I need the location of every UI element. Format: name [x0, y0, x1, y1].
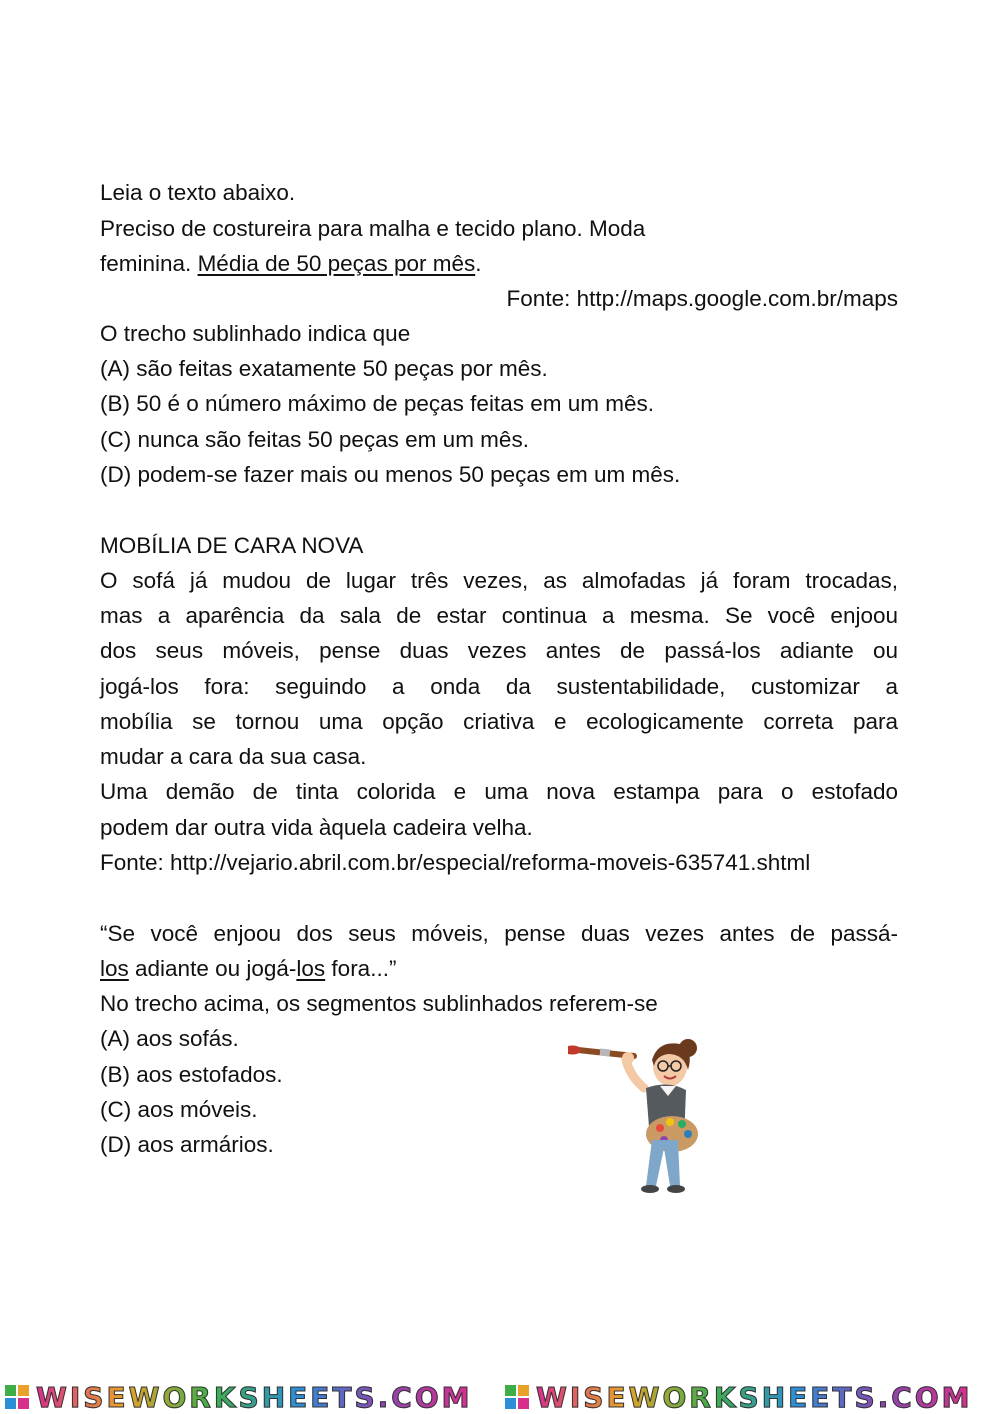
brand-text: WISEWORKSHEETS.COM: [36, 1380, 473, 1414]
q1-option-d: (D) podem-se fazer mais ou menos 50 peças em um mês.: [100, 462, 681, 487]
q1-intro: Leia o texto abaixo.: [100, 180, 296, 205]
q1-underlined-segment: Média de 50 peças por mês: [197, 251, 476, 276]
q2-paragraph2-line: podem dar outra vida àquela cadeira velha.: [100, 815, 533, 840]
q2-option-b: (B) aos estofados.: [100, 1062, 283, 1087]
q2-quote-end: fora...”: [325, 956, 397, 981]
q2-paragraph2-line: Uma demão de tinta colorida e uma nova estampa para o estofado: [100, 779, 898, 804]
q2-paragraph-line: dos seus móveis, pense duas vezes antes de passá-los adiante ou: [100, 638, 898, 663]
q2-question: No trecho acima, os segmentos sublinhados referem-se: [100, 991, 658, 1016]
painter-illustration: [560, 1036, 700, 1198]
q1-option-c: (C) nunca são feitas 50 peças em um mês.: [100, 427, 529, 452]
brand-block: [500, 1380, 1000, 1414]
q2-option-c: (C) aos móveis.: [100, 1097, 258, 1122]
q2-paragraph-line: mas a aparência da sala de estar continua a mesma. Se você enjoou: [100, 603, 898, 628]
q2-paragraph-line: mudar a cara da sua casa.: [100, 744, 367, 769]
q1-passage-text: feminina.: [100, 251, 198, 276]
q2-quote-line-1: “Se você enjoou dos seus móveis, pense duas vezes antes de passá-: [100, 921, 898, 946]
brand-text: WISEWORKSHEETS.COM: [536, 1380, 973, 1414]
brand-block: [0, 1380, 500, 1414]
q1-question: O trecho sublinhado indica que: [100, 321, 411, 346]
q2-title: MOBÍLIA DE CARA NOVA: [100, 533, 364, 558]
q2-option-a: (A) aos sofás.: [100, 1026, 239, 1051]
q2-paragraph-line: jogá-los fora: seguindo a onda da sustentabilidade, customizar a: [100, 674, 898, 699]
footer-watermark: [0, 1380, 1000, 1414]
q2-quote-text: adiante ou jogá-: [128, 956, 297, 981]
wise-logo-icon: [4, 1384, 30, 1410]
q1-source: Fonte: http://maps.google.com.br/maps: [506, 286, 898, 311]
q1-option-b: (B) 50 é o número máximo de peças feitas em um mês.: [100, 391, 654, 416]
q1-option-a: (A) são feitas exatamente 50 peças por mês.: [100, 356, 548, 381]
q1-passage-line-1: Preciso de costureira para malha e tecido plano. Moda: [100, 216, 646, 241]
wise-logo-icon: [504, 1384, 530, 1410]
q1-passage-line-2: [100, 246, 898, 281]
q2-source: Fonte: http://vejario.abril.com.br/especial/reforma-moveis-635741.shtml: [100, 850, 811, 875]
q2-underlined-pronoun: los: [100, 956, 129, 981]
q2-paragraph-line: mobília se tornou uma opção criativa e ecologicamente correta para: [100, 709, 898, 734]
q2-quote-line-2: [100, 951, 898, 986]
q2-paragraph-line: O sofá já mudou de lugar três vezes, as almofadas já foram trocadas,: [100, 568, 898, 593]
q1-passage-period: .: [475, 251, 482, 276]
q2-option-d: (D) aos armários.: [100, 1132, 274, 1157]
q2-underlined-pronoun: los: [296, 956, 326, 981]
